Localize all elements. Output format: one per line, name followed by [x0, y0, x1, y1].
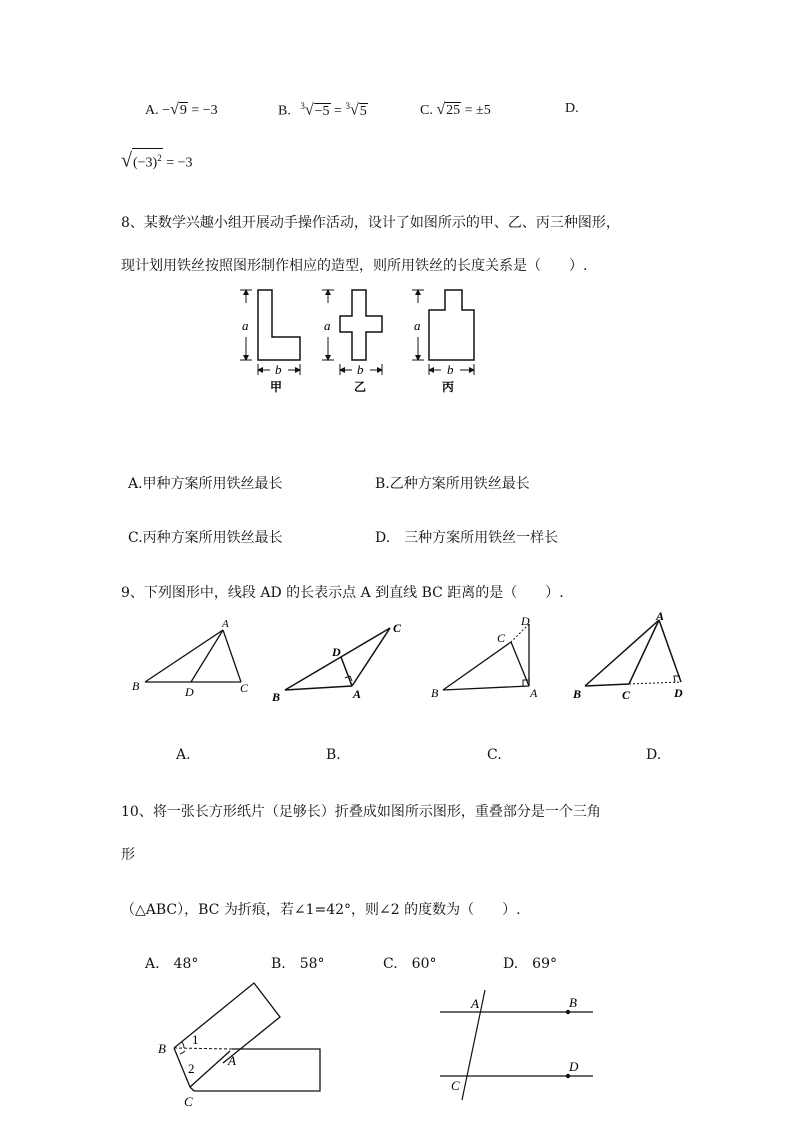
angle-1-label: 1 [192, 1032, 199, 1047]
figure-name-bing: 丙 [442, 380, 455, 394]
exponent: 2 [157, 153, 162, 163]
equation-rhs: = ±5 [464, 103, 491, 118]
q8-figures [230, 285, 490, 400]
point-a: A [530, 686, 538, 700]
label-b: b [357, 362, 364, 377]
point-c: C [393, 621, 402, 635]
root-index: 3 [345, 101, 350, 111]
figure-yi [322, 290, 382, 394]
point-a: A [471, 996, 479, 1011]
radical-sign: √ [349, 101, 359, 119]
figure-name-yi: 乙 [354, 380, 367, 394]
root-index: 3 [300, 101, 305, 111]
q9-figure-b [271, 621, 402, 704]
point-c: C [622, 688, 631, 702]
point-d: D [569, 1059, 579, 1074]
label-a: a [242, 318, 249, 333]
point-b: B [158, 1041, 166, 1056]
q9-label-a: A. [176, 747, 191, 763]
q8-option-d: D. 三种方案所用铁丝一样长 [375, 530, 559, 546]
base: (−3) [132, 155, 158, 171]
point-b: B [569, 995, 577, 1010]
q9-figure-d [572, 610, 683, 702]
equals-sign: = [334, 103, 342, 119]
option-label: B. [278, 103, 291, 119]
q7-option-d-expression [121, 148, 193, 173]
label-b: b [275, 362, 282, 377]
q8-option-c: C.丙种方案所用铁丝最长 [128, 530, 283, 546]
point-a: A [228, 1053, 236, 1068]
point-c: C [240, 681, 249, 695]
point-d: D [674, 686, 683, 700]
point-a: A [656, 610, 665, 623]
q9-label-b: B. [326, 747, 341, 763]
label-a: a [324, 318, 331, 333]
angle-2-label: 2 [188, 1061, 195, 1076]
minus-sign: − [162, 103, 171, 118]
q10-option-b: B. 58° [271, 956, 325, 972]
point-d: D [185, 685, 194, 699]
point-b: B [132, 679, 140, 693]
q9-figures [125, 610, 705, 710]
radical-sign: √ [304, 101, 314, 119]
point-d: D [332, 645, 341, 659]
q10-parallel-lines-figure [435, 990, 600, 1105]
q7-option-c [420, 101, 491, 119]
label-a: a [414, 318, 421, 333]
q10-option-d: D. 69° [503, 956, 557, 972]
q9-figure-a [132, 618, 249, 699]
point-b: B [272, 690, 281, 704]
q8-stem-line2: 现计划用铁丝按照图形制作相应的造型，则所用铁丝的长度关系是（ ）. [121, 258, 588, 274]
point-c: C [184, 1094, 193, 1109]
point-b: B [573, 687, 582, 701]
q10-option-c: C. 60° [383, 956, 437, 972]
equation-rhs: = −3 [191, 103, 218, 118]
radical-sign: √ [121, 149, 132, 172]
q7-option-d-label: D. [565, 101, 579, 116]
radicand: 5 [359, 103, 367, 119]
q7-option-a [145, 101, 218, 119]
point-c: C [451, 1078, 460, 1093]
q9-figure-c [431, 614, 538, 700]
radicand: 9 [179, 103, 187, 118]
option-label: A. [145, 103, 159, 118]
q10-option-a: A. 48° [145, 956, 199, 972]
point-a: A [222, 618, 229, 630]
option-label: C. [420, 103, 433, 118]
q7-option-b [278, 101, 368, 120]
q9-stem: 9、下列图形中，线段 AD 的长表示点 A 到直线 BC 距离的是（ ）. [121, 585, 564, 601]
figure-bing [412, 290, 474, 394]
q8-option-a: A.甲种方案所用铁丝最长 [128, 476, 283, 492]
radicand [132, 148, 163, 171]
q10-stem-line1: 10、将一张长方形纸片（足够长）折叠成如图所示图形，重叠部分是一个三角 [121, 804, 601, 820]
point-d: D [521, 614, 530, 628]
figure-jia [240, 290, 300, 394]
q9-label-d: D. [646, 747, 662, 763]
figure-name-jia: 甲 [270, 380, 283, 394]
label-b: b [447, 362, 454, 377]
radicand: −5 [314, 103, 330, 119]
q10-stem-line3: （△ABC），BC 为折痕，若∠1=42°，则∠2 的度数为（ ）. [121, 902, 521, 918]
q8-option-b: B.乙种方案所用铁丝最长 [375, 476, 530, 492]
radical-sign: √ [436, 101, 446, 118]
q9-label-c: C. [487, 747, 502, 763]
q10-folded-paper-figure [150, 975, 340, 1110]
point-b: B [431, 686, 439, 700]
point-c: C [497, 631, 506, 645]
equation-rhs: = −3 [166, 155, 193, 171]
q8-stem-line1: 8、某数学兴趣小组开展动手操作活动，设计了如图所示的甲、乙、丙三种图形， [121, 215, 620, 231]
point-a: A [353, 687, 362, 701]
radicand: 25 [446, 103, 461, 118]
radical-sign: √ [170, 101, 179, 118]
q10-stem-line2: 形 [121, 847, 135, 863]
